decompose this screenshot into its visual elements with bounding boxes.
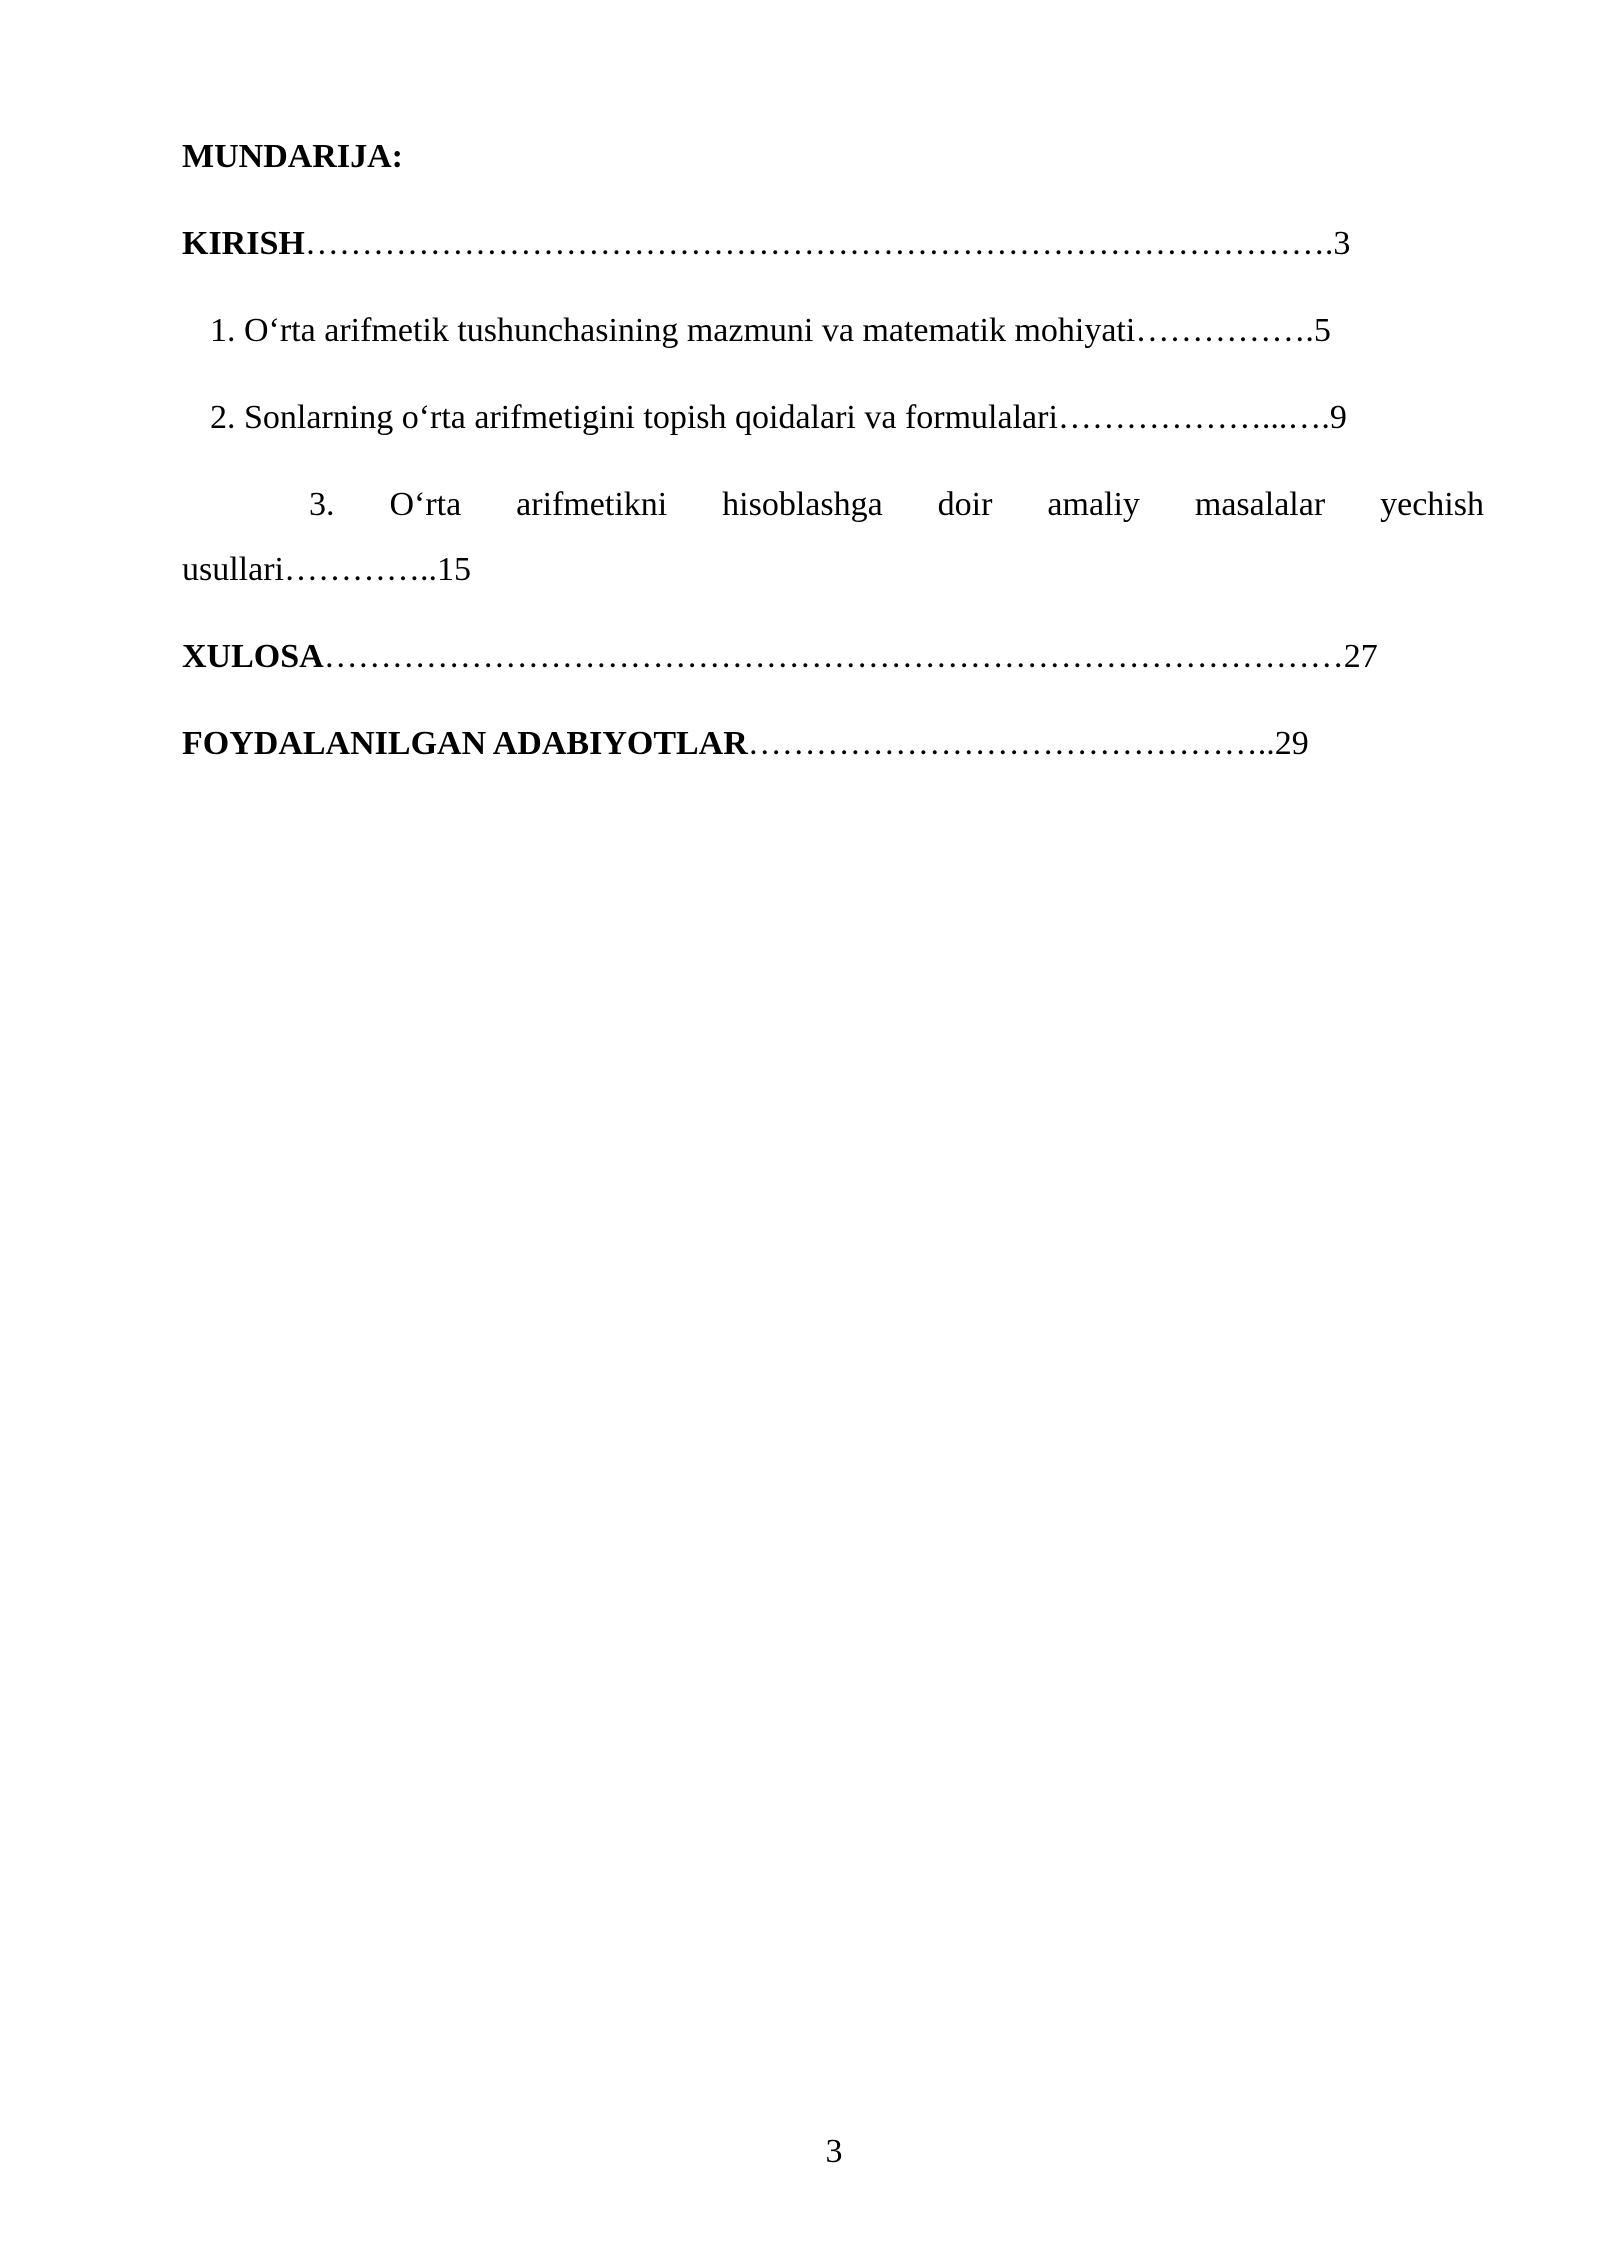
toc-word: masalalar (1194, 486, 1326, 523)
toc-page-number: 9 (1329, 399, 1347, 436)
toc-entry-3-line-1[interactable] (182, 483, 1484, 527)
toc-word: yechish (1380, 486, 1484, 523)
toc-entry-kirish[interactable] (182, 222, 1350, 266)
toc-page-number: 27 (1343, 638, 1378, 675)
toc-page-number: 15 (436, 551, 471, 588)
toc-page-number: 29 (1274, 725, 1309, 762)
toc-entry-text: 2. Sonlarning o‘rta arifmetigini topish qoidalari va formulalari………………...…. (210, 399, 1330, 436)
toc-page-number: 5 (1313, 312, 1331, 349)
toc-entry-2[interactable] (210, 396, 1347, 440)
toc-entry-foydalanilgan-adabiyotlar[interactable] (182, 722, 1309, 766)
toc-word: 3. (309, 486, 335, 523)
toc-word: doir (937, 486, 993, 523)
toc-leader-dots: ……………………………………………………………………………… (323, 638, 1344, 675)
toc-entry-text: 1. O‘rta arifmetik tushunchasining mazmuni va matematik mohiyati……………. (210, 312, 1314, 349)
toc-entry-title: XULOSA (182, 638, 324, 675)
toc-word: amaliy (1047, 486, 1140, 523)
toc-leader-dots: ……………………………………….. (747, 725, 1275, 762)
toc-page-number: 3 (1333, 225, 1351, 262)
toc-entry-3-line-2[interactable] (182, 548, 471, 592)
toc-word: arifmetikni (516, 486, 668, 523)
toc-entry-title: KIRISH (182, 225, 305, 262)
toc-entry-text: usullari………….. (182, 551, 437, 588)
toc-leader-dots: ………………………………………………………………………………. (304, 225, 1334, 262)
toc-entry-1[interactable] (210, 309, 1331, 353)
toc-heading: MUNDARIJA: (182, 138, 403, 175)
toc-entry-xulosa[interactable] (182, 635, 1378, 679)
toc-entry-title: FOYDALANILGAN ADABIYOTLAR (182, 725, 748, 762)
page-footer-number: 3 (825, 2133, 843, 2170)
toc-word: hisoblashga (722, 486, 883, 523)
toc-word: O‘rta (389, 486, 462, 523)
